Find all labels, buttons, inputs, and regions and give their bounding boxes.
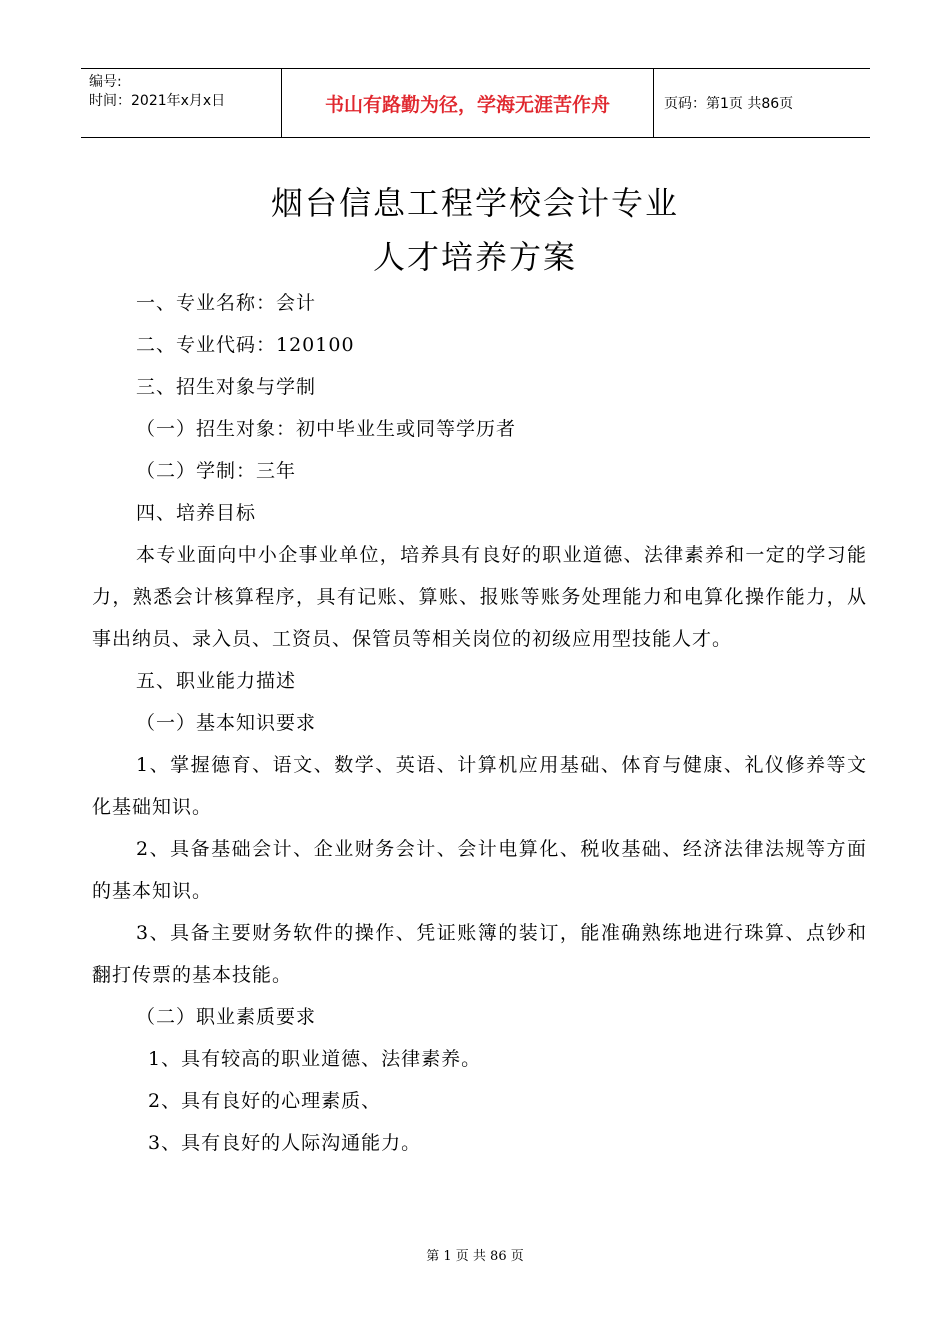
document-title-line2: 人才培养方案 xyxy=(372,238,577,276)
section-heading-ability: 五、职业能力描述 xyxy=(136,670,297,692)
page-footer: 第 1 页 共 86 页 xyxy=(426,1249,524,1264)
subsection-duration: （二）学制：三年 xyxy=(136,460,297,482)
header-number-label: 编号: xyxy=(89,74,122,90)
subsection-basic-knowledge: （一）基本知识要求 xyxy=(136,712,317,734)
section-heading-major-name: 一、专业名称：会计 xyxy=(136,292,317,314)
header-page-info: 页码：第1页 共86页 xyxy=(664,96,794,112)
list-item-knowledge-1: 1、掌握德育、语文、数学、英语、计算机应用基础、体育与健康、礼仪修养等文化基础知识。 xyxy=(92,754,867,818)
document-title-line1: 烟台信息工程学校会计专业 xyxy=(270,184,679,222)
list-item-quality-2: 2、具有良好的心理素质、 xyxy=(148,1090,382,1112)
section-heading-major-code: 二、专业代码：120100 xyxy=(136,334,355,356)
paragraph-training-goal: 本专业面向中小企事业单位，培养具有良好的职业道德、法律素养和一定的学习能力，熟悉会计核算程序，具有记账、算账、报账等账务处理能力和电算化操作能力，从事出纳员、录入员、工资员、保管员等相关岗位的初级应用型技能人才。 xyxy=(92,544,867,650)
list-item-quality-3: 3、具有良好的人际沟通能力。 xyxy=(148,1132,422,1154)
subsection-professional-quality: （二）职业素质要求 xyxy=(136,1006,317,1028)
list-item-knowledge-3: 3、具备主要财务软件的操作、凭证账簿的装订，能准确熟练地进行珠算、点钞和翻打传票的基本技能。 xyxy=(92,922,867,986)
list-item-knowledge-2: 2、具备基础会计、企业财务会计、会计电算化、税收基础、经济法律法规等方面的基本知识。 xyxy=(92,838,867,902)
subsection-enrollment-target: （一）招生对象：初中毕业生或同等学历者 xyxy=(136,418,517,440)
document-body xyxy=(92,282,867,1164)
header-motto: 书山有路勤为径，学海无涯苦作舟 xyxy=(282,69,654,137)
section-heading-training-goal: 四、培养目标 xyxy=(136,502,257,524)
list-item-quality-1: 1、具有较高的职业道德、法律素养。 xyxy=(148,1048,482,1070)
header-meta xyxy=(81,69,282,137)
header-time-label: 时间：2021年x月x日 xyxy=(89,93,226,109)
section-heading-enrollment: 三、招生对象与学制 xyxy=(136,376,317,398)
page-header xyxy=(81,68,870,138)
